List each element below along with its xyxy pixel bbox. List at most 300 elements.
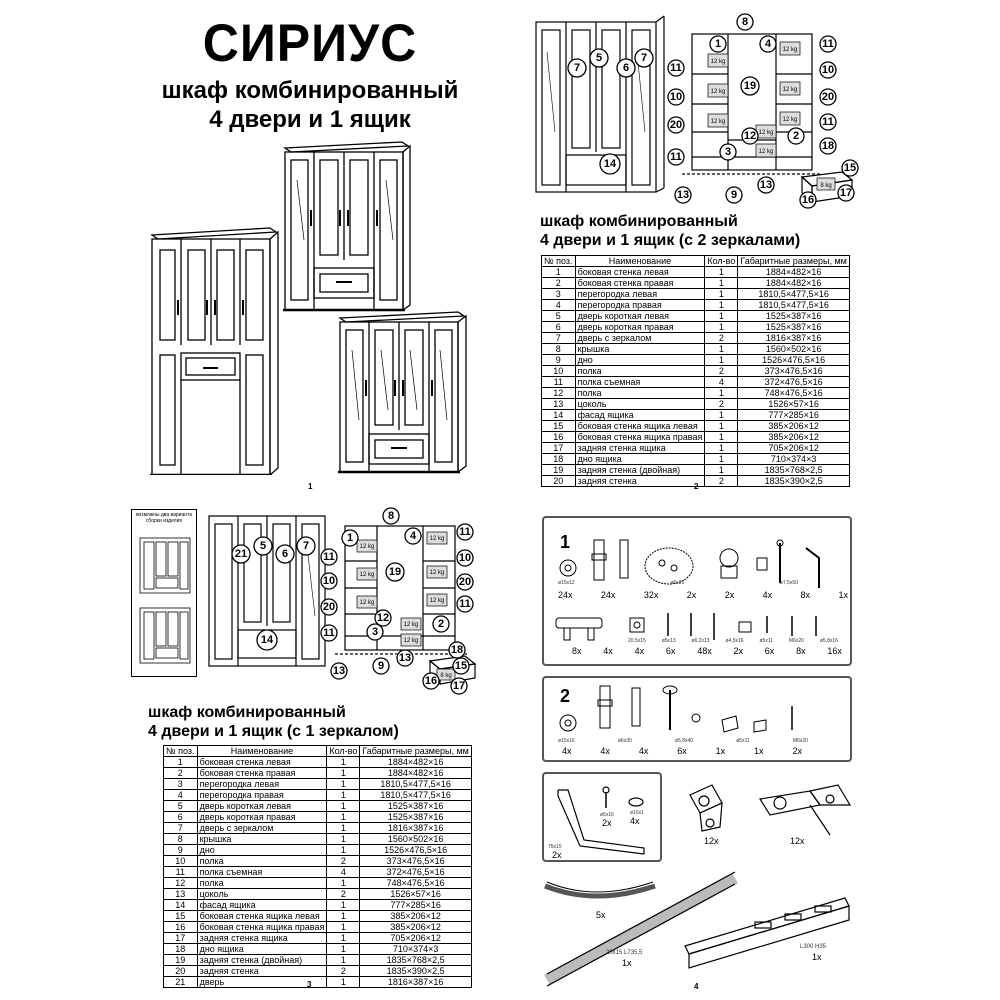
row-number-cell: 21 [164, 977, 198, 988]
row-number-cell: 2 [164, 768, 198, 779]
dimensions-cell: 385×206×12 [360, 922, 472, 933]
quantity-cell: 1 [327, 823, 360, 834]
table-row [164, 790, 472, 801]
dimensions-cell: 1560×502×16 [360, 834, 472, 845]
part-name-cell: боковая стенка правая [575, 278, 705, 289]
table-row [164, 823, 472, 834]
row-number-cell: 1 [542, 267, 576, 278]
section-2-title-line-2: 4 двери и 1 ящик (с 2 зеркалами) [540, 232, 801, 249]
svg-text:11: 11 [323, 551, 335, 563]
part-name-cell: дверь короткая левая [575, 311, 705, 322]
qty-label: 8x [800, 590, 811, 600]
qty-label: 2x [724, 590, 735, 600]
quantity-cell: 1 [705, 278, 738, 289]
row-number-cell: 20 [164, 966, 198, 977]
quantity-cell: 1 [327, 944, 360, 955]
part-code: ø7,5x50 [779, 580, 798, 586]
svg-text:2: 2 [437, 618, 445, 630]
dimensions-cell: 1525×387×16 [360, 812, 472, 823]
qty-label: 4x [762, 590, 773, 600]
svg-text:8 kg: 8 kg [820, 183, 832, 189]
svg-text:12 kg: 12 kg [429, 598, 445, 604]
row-number-cell: 18 [542, 454, 576, 465]
dimensions-cell: 1525×387×16 [738, 322, 850, 333]
svg-text:15: 15 [843, 162, 857, 174]
quantity-cell: 1 [327, 845, 360, 856]
part-name-cell: полка съемная [575, 377, 705, 388]
hardware-panel-1-label: 1 [560, 532, 571, 552]
quantity-cell: 1 [327, 878, 360, 889]
col-header: Кол-во [327, 746, 360, 757]
assembly-diagram-3 [205, 506, 495, 696]
table-row [164, 834, 472, 845]
qty-label: 4x [630, 816, 640, 826]
wardrobe-illustrations [140, 140, 480, 475]
qty-label: 1x [812, 952, 822, 962]
svg-text:13: 13 [676, 189, 690, 201]
svg-text:10: 10 [669, 91, 683, 103]
dimensions-cell: 1810,5×477,5×16 [738, 289, 850, 300]
dimensions-cell: 1835×390×2,5 [738, 476, 850, 487]
row-number-cell: 19 [542, 465, 576, 476]
qty-label: 2x [552, 850, 562, 860]
row-number-cell: 14 [542, 410, 576, 421]
qty-label: 4x [562, 746, 572, 756]
dimensions-cell: 1884×482×16 [738, 278, 850, 289]
qty-label: 4x [638, 746, 649, 756]
quantity-cell: 4 [705, 377, 738, 388]
wardrobe-drawing-c [338, 312, 466, 472]
row-number-cell: 4 [164, 790, 198, 801]
part-code: ø6x16 [600, 812, 614, 818]
part-name-cell: задняя стенка [575, 476, 705, 487]
qty-label: 32x [643, 590, 659, 600]
svg-text:12 kg: 12 kg [403, 638, 419, 644]
qty-label: 24x [600, 590, 616, 600]
table-header-row [542, 256, 850, 267]
assembly-diagram-2 [532, 12, 862, 212]
qty-label: 12x [790, 836, 805, 846]
svg-text:6: 6 [281, 548, 289, 560]
row-number-cell: 3 [542, 289, 576, 300]
svg-text:19: 19 [388, 566, 402, 578]
qty-label: 4x [600, 746, 610, 756]
qty-label: 1x [622, 958, 632, 968]
table-row [164, 856, 472, 867]
col-header: Кол-во [705, 256, 738, 267]
assembly-variants-drawing [134, 528, 194, 668]
quantity-cell: 1 [327, 768, 360, 779]
svg-text:11: 11 [670, 151, 682, 163]
quantity-cell: 1 [705, 465, 738, 476]
part-name-cell: цоколь [197, 889, 327, 900]
col-header: № поз. [164, 746, 198, 757]
qty-label: 16x [827, 646, 842, 656]
quantity-cell: 1 [327, 922, 360, 933]
svg-text:13: 13 [759, 179, 773, 191]
quantity-cell: 4 [327, 867, 360, 878]
svg-text:11: 11 [670, 62, 682, 74]
part-name-cell: дно ящика [575, 454, 705, 465]
part-code: ø15x12 [558, 580, 575, 586]
part-code: ø6x30 [617, 738, 632, 744]
row-number-cell: 11 [542, 377, 576, 388]
row-number-cell: 9 [542, 355, 576, 366]
svg-text:15: 15 [454, 660, 468, 672]
quantity-cell: 1 [705, 388, 738, 399]
row-number-cell: 12 [164, 878, 198, 889]
quantity-cell: 1 [705, 289, 738, 300]
dimensions-cell: 748×476,5×16 [738, 388, 850, 399]
part-name-cell: задняя стенка ящика [197, 933, 327, 944]
row-number-cell: 7 [164, 823, 198, 834]
dimensions-cell: 1810,5×477,5×16 [360, 779, 472, 790]
part-name-cell: перегородка левая [575, 289, 705, 300]
row-number-cell: 3 [164, 779, 198, 790]
svg-text:8: 8 [387, 510, 395, 522]
col-header: Габаритные размеры, мм [360, 746, 472, 757]
row-number-cell: 17 [164, 933, 198, 944]
col-header: № поз. [542, 256, 576, 267]
row-number-cell: 17 [542, 443, 576, 454]
svg-text:14: 14 [603, 158, 617, 170]
dimensions-cell: 1835×390×2,5 [360, 966, 472, 977]
dimensions-cell: 710×374×3 [360, 944, 472, 955]
dimensions-cell: 1526×476,5×16 [360, 845, 472, 856]
parts-table-3 [163, 745, 472, 988]
part-name-cell: перегородка правая [197, 790, 327, 801]
table-row [164, 966, 472, 977]
row-number-cell: 5 [164, 801, 198, 812]
dimensions-cell: 1810,5×477,5×16 [738, 300, 850, 311]
svg-text:9: 9 [730, 189, 738, 201]
parts-table-2 [541, 255, 850, 487]
svg-text:12 kg: 12 kg [359, 572, 375, 578]
svg-text:11: 11 [822, 38, 834, 50]
qty-label: 6x [764, 646, 775, 656]
weight-tags-2 [708, 42, 835, 190]
dimensions-cell: 385×206×12 [738, 421, 850, 432]
quantity-cell: 1 [327, 955, 360, 966]
svg-text:12 kg: 12 kg [429, 536, 445, 542]
section-2-title-line-1: шкаф комбинированный [540, 213, 738, 230]
quantity-cell: 2 [327, 889, 360, 900]
dimensions-cell: 1560×502×16 [738, 344, 850, 355]
page-subtitle [140, 76, 480, 134]
quantity-cell: 1 [327, 900, 360, 911]
dimensions-cell: 777×285×16 [360, 900, 472, 911]
svg-text:12 kg: 12 kg [782, 117, 798, 123]
quantity-cell: 2 [705, 476, 738, 487]
table-row [164, 757, 472, 768]
col-header: Габаритные размеры, мм [738, 256, 850, 267]
row-number-cell: 8 [164, 834, 198, 845]
quantity-cell: 2 [705, 399, 738, 410]
qty-label: 4x [603, 646, 613, 656]
svg-text:20: 20 [821, 91, 835, 103]
table-row [542, 267, 850, 278]
qty-label: 12x [704, 836, 719, 846]
part-name-cell: боковая стенка ящика правая [575, 432, 705, 443]
row-number-cell: 7 [542, 333, 576, 344]
part-name-cell: задняя стенка (двойная) [197, 955, 327, 966]
quantity-cell: 2 [327, 966, 360, 977]
quantity-cell: 1 [705, 355, 738, 366]
table-row [164, 955, 472, 966]
row-number-cell: 18 [164, 944, 198, 955]
assembly-variants-box [131, 509, 197, 677]
qty-label: 5x [596, 910, 606, 920]
section-3-title [148, 703, 399, 741]
qty-label: 6x [665, 646, 676, 656]
svg-text:12: 12 [376, 612, 390, 624]
svg-text:7: 7 [573, 62, 581, 74]
quantity-cell: 1 [705, 454, 738, 465]
svg-text:11: 11 [459, 598, 471, 610]
svg-text:6: 6 [622, 62, 630, 74]
svg-text:12 kg: 12 kg [403, 622, 419, 628]
part-name-cell: полка [197, 856, 327, 867]
part-code: ø6x30 [670, 580, 685, 586]
svg-text:1: 1 [346, 532, 354, 544]
long-parts-drawing [535, 868, 865, 988]
svg-text:8 kg: 8 kg [440, 673, 452, 679]
hardware-panel-3 [542, 772, 662, 862]
hardware-panel-1-row2-qty [572, 646, 842, 656]
table-row [542, 366, 850, 377]
svg-text:12 kg: 12 kg [782, 87, 798, 93]
table-row [164, 977, 472, 988]
table-row [164, 812, 472, 823]
page-number-4: 4 [694, 982, 699, 991]
dimensions-cell: 1884×482×16 [738, 267, 850, 278]
svg-text:11: 11 [459, 526, 471, 538]
svg-text:12 kg: 12 kg [710, 59, 726, 65]
page-title: СИРИУС [202, 13, 418, 73]
table-row [542, 399, 850, 410]
svg-text:14: 14 [260, 634, 274, 646]
svg-text:16: 16 [424, 675, 438, 687]
table-row [542, 300, 850, 311]
dimensions-cell: 748×476,5×16 [360, 878, 472, 889]
table-row [542, 333, 850, 344]
svg-text:18: 18 [450, 644, 464, 656]
svg-text:2: 2 [792, 130, 800, 142]
svg-text:16: 16 [801, 194, 815, 206]
table-row [542, 289, 850, 300]
dimensions-cell: 705×206×12 [360, 933, 472, 944]
table-row [164, 779, 472, 790]
dimensions-cell: 710×374×3 [738, 454, 850, 465]
svg-text:12 kg: 12 kg [782, 47, 798, 53]
qty-label: 8x [796, 646, 806, 656]
row-number-cell: 9 [164, 845, 198, 856]
svg-text:11: 11 [822, 116, 834, 128]
part-name-cell: дверь короткая правая [197, 812, 327, 823]
table-row [164, 900, 472, 911]
row-number-cell: 5 [542, 311, 576, 322]
table-row [542, 454, 850, 465]
svg-text:3: 3 [371, 626, 379, 638]
quantity-cell: 1 [327, 834, 360, 845]
qty-label: 4x [634, 646, 645, 656]
table-row [542, 278, 850, 289]
svg-text:12 kg: 12 kg [758, 130, 774, 136]
svg-text:4: 4 [764, 38, 772, 50]
part-name-cell: боковая стенка ящика левая [575, 421, 705, 432]
part-code: ø15x16 [558, 738, 575, 744]
dimensions-cell: 373×476,5×16 [360, 856, 472, 867]
part-name-cell: полка съемная [197, 867, 327, 878]
quantity-cell: 1 [327, 911, 360, 922]
svg-text:7: 7 [302, 540, 310, 552]
part-name-cell: дверь с зеркалом [575, 333, 705, 344]
part-code: ø5,8x40 [674, 738, 694, 744]
part-name-cell: боковая стенка левая [197, 757, 327, 768]
part-name-cell: боковая стенка ящика левая [197, 911, 327, 922]
assembly-variants-note: возможны два варианта сборки изделия [135, 512, 193, 524]
table-row [542, 443, 850, 454]
table-row [164, 944, 472, 955]
table-row [164, 922, 472, 933]
row-number-cell: 13 [164, 889, 198, 900]
page-number-3: 3 [307, 980, 312, 989]
svg-text:19: 19 [743, 80, 757, 92]
part-code: ø5,8x16 [819, 638, 838, 644]
dimensions-cell: 1526×476,5×16 [738, 355, 850, 366]
dimensions-cell: 705×206×12 [738, 443, 850, 454]
row-number-cell: 16 [542, 432, 576, 443]
part-name-cell: перегородка левая [197, 779, 327, 790]
row-number-cell: 16 [164, 922, 198, 933]
svg-text:21: 21 [234, 548, 248, 560]
part-name-cell: фасад ящика [575, 410, 705, 421]
qty-label: 8x [572, 646, 582, 656]
svg-text:1: 1 [714, 38, 722, 50]
hardware-panel-2-label: 2 [560, 686, 571, 706]
part-name-cell: боковая стенка ящика правая [197, 922, 327, 933]
table-row [164, 889, 472, 900]
table-row [542, 344, 850, 355]
part-code: ø5x11 [759, 638, 774, 644]
row-number-cell: 6 [164, 812, 198, 823]
part-code: ø5x13 [661, 638, 676, 644]
table-row [542, 432, 850, 443]
svg-text:9: 9 [377, 660, 385, 672]
quantity-cell: 1 [705, 432, 738, 443]
dimensions-cell: 777×285×16 [738, 410, 850, 421]
quantity-cell: 1 [705, 410, 738, 421]
quantity-cell: 1 [705, 322, 738, 333]
part-code: ø5x11 [736, 738, 750, 744]
svg-text:12 kg: 12 kg [359, 600, 375, 606]
part-name-cell: перегородка правая [575, 300, 705, 311]
row-number-cell: 20 [542, 476, 576, 487]
dimensions-cell: 1525×387×16 [738, 311, 850, 322]
qty-label: 2x [602, 818, 612, 828]
quantity-cell: 2 [705, 333, 738, 344]
dimensions-cell: 385×206×12 [360, 911, 472, 922]
svg-text:4: 4 [409, 530, 417, 542]
row-number-cell: 14 [164, 900, 198, 911]
part-name-cell: задняя стенка [197, 966, 327, 977]
qty-label: 2x [686, 590, 697, 600]
svg-text:20: 20 [458, 576, 472, 588]
dimensions-cell: 372×476,5×16 [360, 867, 472, 878]
qty-label: 48x [697, 646, 712, 656]
part-name-cell: дно [575, 355, 705, 366]
part-name-cell: полка [575, 388, 705, 399]
quantity-cell: 1 [705, 300, 738, 311]
part-name-cell: задняя стенка ящика [575, 443, 705, 454]
table-row [542, 410, 850, 421]
row-number-cell: 4 [542, 300, 576, 311]
part-code: 75x15 [548, 844, 562, 850]
quantity-cell: 1 [705, 311, 738, 322]
part-code: M6x20 [792, 738, 808, 744]
table-row [542, 388, 850, 399]
part-name-cell: крышка [197, 834, 327, 845]
hardware-panel-1 [542, 516, 852, 666]
page-number-1: 1 [308, 482, 313, 491]
table-row [542, 465, 850, 476]
row-number-cell: 11 [164, 867, 198, 878]
dimensions-cell: 1884×482×16 [360, 768, 472, 779]
dimensions-cell: 1816×387×16 [360, 823, 472, 834]
quantity-cell: 2 [705, 366, 738, 377]
part-name-cell: дно ящика [197, 944, 327, 955]
qty-label: 24x [558, 590, 573, 600]
svg-text:5: 5 [259, 540, 267, 552]
dimensions-cell: 1835×768×2,5 [360, 955, 472, 966]
row-number-cell: 2 [542, 278, 576, 289]
qty-label: 1x [838, 590, 848, 600]
svg-text:12 kg: 12 kg [429, 570, 445, 576]
hardware-panel-2 [542, 676, 852, 762]
qty-label: 2x [733, 646, 743, 656]
table-row [164, 878, 472, 889]
dimensions-cell: 1526×57×16 [360, 889, 472, 900]
quantity-cell: 1 [327, 977, 360, 988]
svg-text:3: 3 [724, 146, 732, 158]
row-number-cell: 15 [542, 421, 576, 432]
hardware-panel-2-codes [558, 738, 808, 744]
part-code: ø4,5x16 [725, 638, 744, 644]
part-code: M6x20 [788, 638, 804, 644]
section-3-title-line-2: 4 двери и 1 ящик (с 1 зеркалом) [148, 723, 399, 740]
svg-text:17: 17 [839, 187, 853, 199]
part-code: ø16x1 [630, 810, 644, 816]
callouts-2 [568, 14, 858, 208]
table-header-row [164, 746, 472, 757]
svg-text:18: 18 [821, 140, 835, 152]
part-name-cell: крышка [575, 344, 705, 355]
dimensions-cell: 373×476,5×16 [738, 366, 850, 377]
dimensions-cell: 1816×387×16 [360, 977, 472, 988]
quantity-cell: 1 [705, 443, 738, 454]
dimensions-cell: 372×476,5×16 [738, 377, 850, 388]
svg-text:13: 13 [398, 652, 412, 664]
dimensions-cell: 1526×57×16 [738, 399, 850, 410]
wardrobe-drawing-a [150, 228, 278, 475]
quantity-cell: 1 [327, 779, 360, 790]
svg-text:12 kg: 12 kg [710, 119, 726, 125]
part-name-cell: задняя стенка (двойная) [575, 465, 705, 476]
quantity-cell: 1 [327, 790, 360, 801]
quantity-cell: 1 [705, 267, 738, 278]
table-row [164, 911, 472, 922]
part-name-cell: фасад ящика [197, 900, 327, 911]
